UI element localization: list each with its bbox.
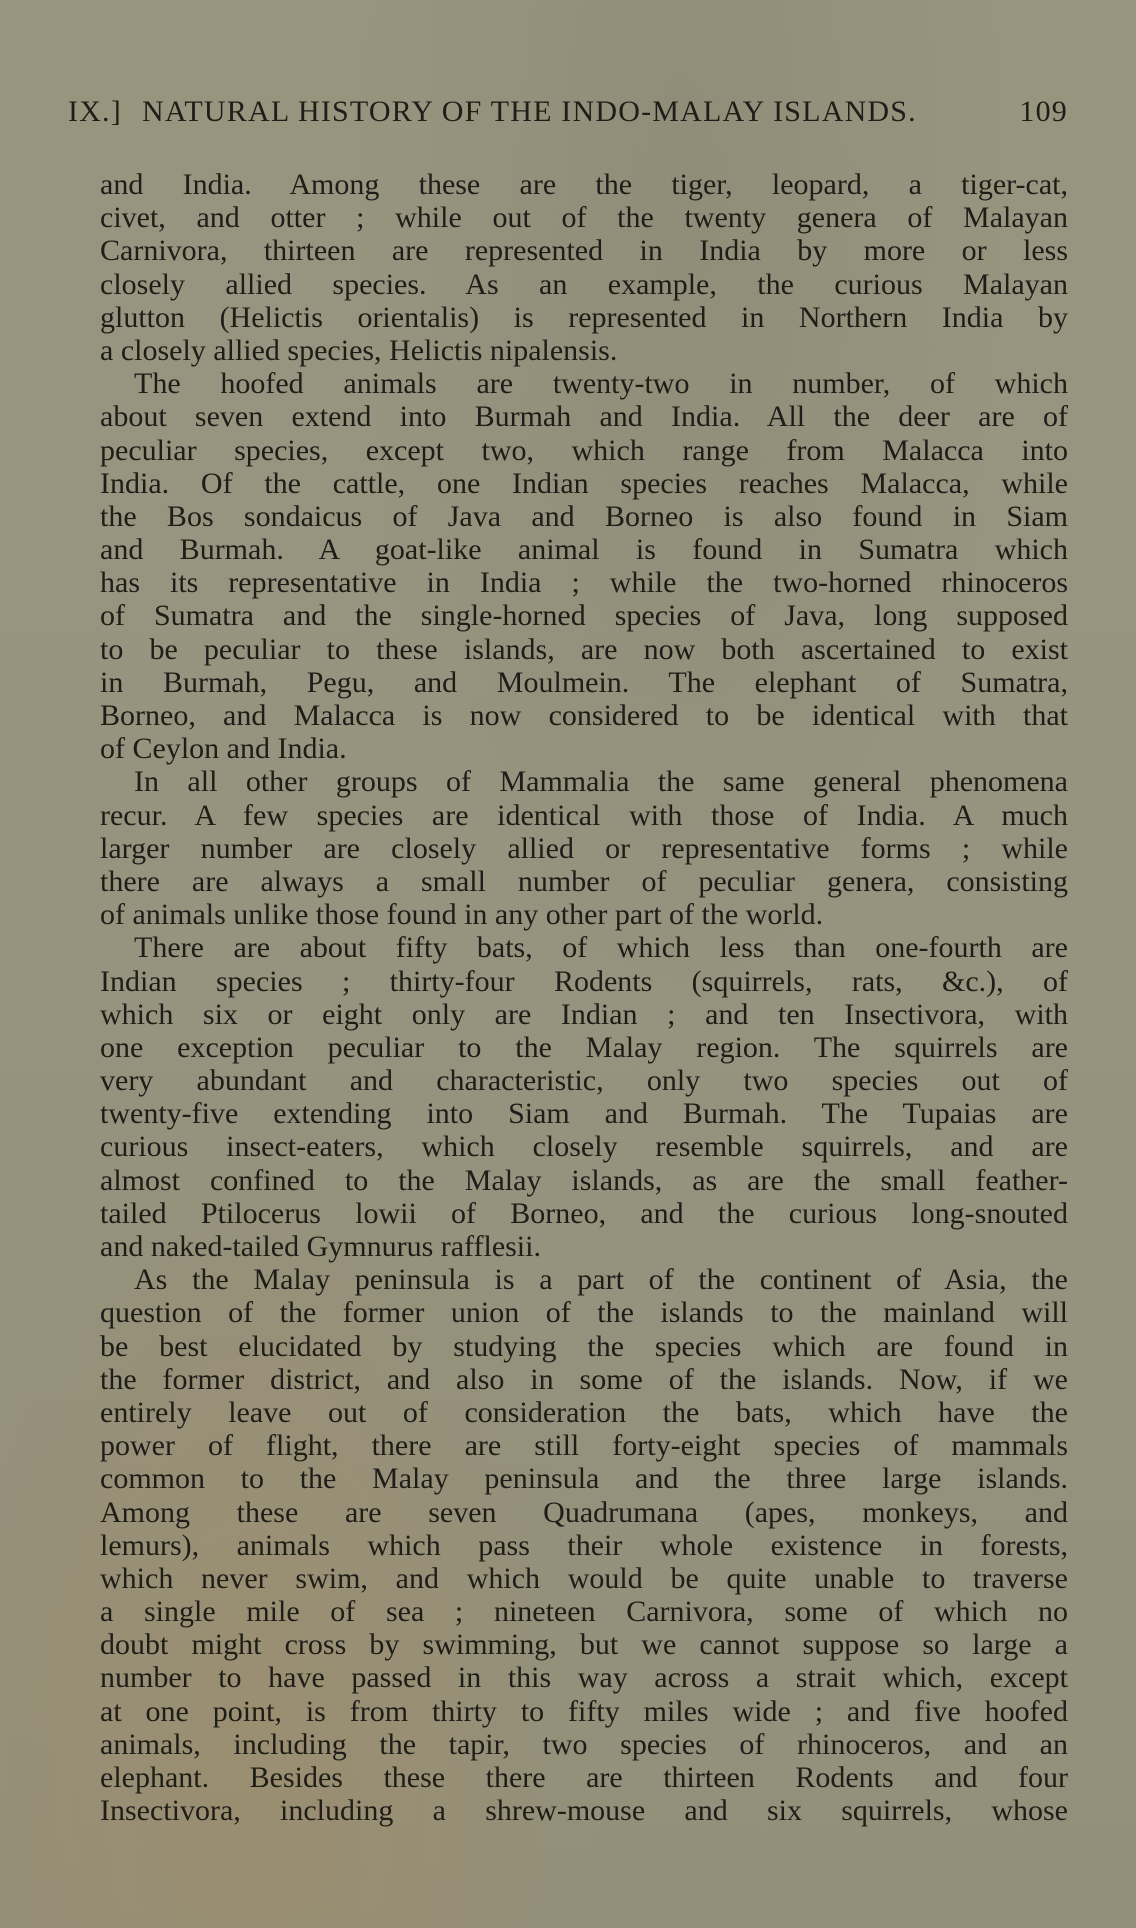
text-line: twenty-five extending into Siam and Burmah. The Tupaias are: [100, 1097, 1068, 1131]
text-line: peculiar species, except two, which range from Malacca into: [100, 433, 1068, 467]
text-line: As the Malay peninsula is a part of the continent of Asia, the: [134, 1263, 1068, 1297]
text-line: the former district, and also in some of the islands. Now, if we: [100, 1362, 1068, 1396]
text-line: closely allied species. As an example, the curious Malayan: [100, 267, 1068, 301]
text-line: be best elucidated by studying the species which are found in: [100, 1329, 1068, 1363]
running-head: [68, 95, 1068, 135]
text-line: There are about fifty bats, of which less than one-fourth are: [134, 931, 1068, 965]
text-line: curious insect-eaters, which closely resemble squirrels, and are: [100, 1130, 1068, 1164]
text-line: lemurs), animals which pass their whole existence in forests,: [100, 1528, 1068, 1562]
text-line: Among these are seven Quadrumana (apes, monkeys, and: [100, 1495, 1068, 1529]
page-number: 109: [1019, 95, 1068, 128]
text-line: a single mile of sea ; nineteen Carnivora, some of which no: [100, 1595, 1068, 1629]
text-line: to be peculiar to these islands, are now both ascertained to exist: [100, 632, 1068, 666]
text-line: has its representative in India ; while the two-horned rhinoceros: [100, 566, 1068, 600]
text-line: common to the Malay peninsula and the three large islands.: [100, 1462, 1068, 1496]
text-line: of Ceylon and India.: [100, 732, 347, 766]
text-line: civet, and otter ; while out of the twenty genera of Malayan: [100, 201, 1068, 235]
text-line: of animals unlike those found in any other part of the world.: [100, 898, 824, 932]
text-line: almost confined to the Malay islands, as are the small feather-: [100, 1163, 1068, 1197]
text-line: entirely leave out of consideration the bats, which have the: [100, 1395, 1068, 1429]
text-line: there are always a small number of peculiar genera, consisting: [100, 864, 1068, 898]
text-line: number to have passed in this way across a strait which, except: [100, 1661, 1068, 1695]
text-line: In all other groups of Mammalia the same general phenomena: [134, 765, 1068, 799]
text-line: recur. A few species are identical with those of India. A much: [100, 798, 1068, 832]
text-line: glutton (Helictis orientalis) is represented in Northern India by: [100, 300, 1068, 334]
text-line: one exception peculiar to the Malay region. The squirrels are: [100, 1030, 1068, 1064]
text-line: doubt might cross by swimming, but we cannot suppose so large a: [100, 1628, 1068, 1662]
text-line: Indian species ; thirty-four Rodents (squirrels, rats, &c.), of: [100, 964, 1068, 998]
text-line: a closely allied species, Helictis nipalensis.: [100, 333, 618, 367]
text-line: very abundant and characteristic, only two species out of: [100, 1064, 1068, 1098]
chapter-number: IX.]: [68, 95, 122, 128]
text-line: elephant. Besides these there are thirteen Rodents and four: [100, 1761, 1068, 1794]
text-line: and India. Among these are the tiger, leopard, a tiger-cat,: [100, 168, 1068, 201]
text-line: and naked-tailed Gymnurus rafflesii.: [100, 1230, 541, 1263]
text-line: tailed Ptilocerus lowii of Borneo, and the curious long-snouted: [100, 1196, 1068, 1230]
text-line: animals, including the tapir, two species of rhinoceros, and an: [100, 1727, 1068, 1761]
text-line: Carnivora, thirteen are represented in India by more or less: [100, 234, 1068, 268]
text-line: power of flight, there are still forty-eight species of mammals: [100, 1429, 1068, 1463]
text-line: of Sumatra and the single-horned species of Java, long supposed: [100, 599, 1068, 633]
running-title: NATURAL HISTORY OF THE INDO-MALAY ISLANDS.: [142, 95, 917, 128]
text-line: which six or eight only are Indian ; and ten Insectivora, with: [100, 997, 1068, 1031]
text-line: Borneo, and Malacca is now considered to be identical with that: [100, 699, 1068, 732]
text-line: the Bos sondaicus of Java and Borneo is also found in Siam: [100, 499, 1068, 533]
text-line: question of the former union of the islands to the mainland will: [100, 1296, 1068, 1330]
body-text: [100, 168, 1068, 1827]
text-line: at one point, is from thirty to fifty miles wide ; and five hoofed: [100, 1694, 1068, 1728]
text-line: Insectivora, including a shrew-mouse and six squirrels, whose: [100, 1794, 1068, 1828]
text-line: which never swim, and which would be quite unable to traverse: [100, 1561, 1068, 1595]
text-line: and Burmah. A goat-like animal is found in Sumatra which: [100, 533, 1068, 567]
text-line: larger number are closely allied or representative forms ; while: [100, 831, 1068, 865]
text-line: India. Of the cattle, one Indian species reaches Malacca, while: [100, 466, 1068, 500]
text-line: about seven extend into Burmah and India. All the deer are of: [100, 400, 1068, 434]
text-line: in Burmah, Pegu, and Moulmein. The elephant of Sumatra,: [100, 665, 1068, 699]
text-line: The hoofed animals are twenty-two in number, of which: [134, 367, 1068, 401]
